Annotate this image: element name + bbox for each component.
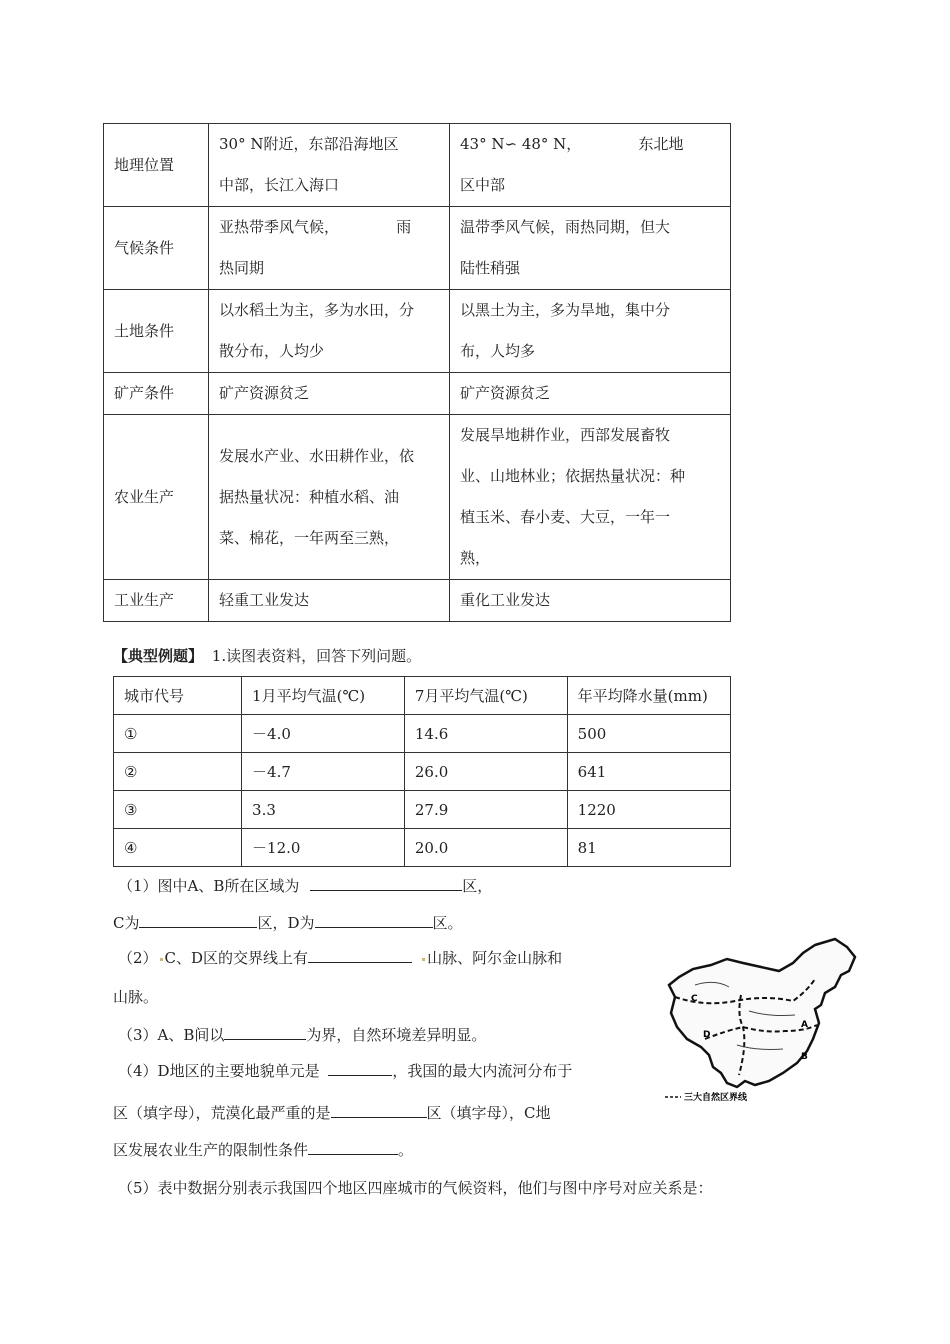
question-2-line-2 (113, 987, 158, 1007)
row-label: 地理位置 (104, 124, 209, 207)
q4-blank-desert[interactable] (331, 1101, 427, 1118)
south-cell (209, 124, 450, 207)
northeast-cell (450, 124, 731, 207)
question-1-line-1 (118, 874, 492, 896)
q3-blank-boundary[interactable] (224, 1023, 306, 1040)
comparison-table (103, 123, 731, 622)
q1-text-d: 区，D为 (257, 914, 315, 932)
map-label-a: A (801, 1020, 808, 1030)
q1-text-b: 区， (462, 877, 493, 895)
northeast-cell (450, 373, 731, 415)
cell-line: 菜、棉花，一年两至三熟， (219, 528, 400, 547)
cell-line: 30° N附近，东部沿海地区 (219, 135, 399, 153)
climate-cell: ② (114, 753, 242, 791)
south-cell (209, 373, 450, 415)
example-heading: 【典型例题】 (113, 647, 204, 665)
cell-line: 植玉米、春小麦、大豆，一年一 (460, 508, 671, 526)
q4-text-c: 区（填字母），荒漠化最严重的是 (113, 1104, 331, 1122)
row-label: 工业生产 (104, 580, 209, 622)
cell-line: 发展旱地耕作业，西部发展畜牧 (460, 426, 671, 444)
example-heading-line (113, 646, 421, 666)
climate-cell: 1220 (567, 791, 730, 829)
cell-line: 热同期 (219, 259, 265, 277)
q4-text-e: 区发展农业生产的限制性条件 (113, 1141, 309, 1159)
climate-row (114, 753, 731, 791)
climate-header-row (114, 677, 731, 715)
climate-cell: ③ (114, 791, 242, 829)
cell-line: 亚热带季风气候， 雨 (219, 218, 412, 236)
cell-line: 43° N∽ 48° N， 东北地 (460, 135, 684, 153)
q1-blank-d-region[interactable] (315, 911, 433, 928)
question-3-line (118, 1023, 486, 1045)
cell-line: 熟， (460, 549, 491, 567)
northeast-cell (450, 580, 731, 622)
south-cell (209, 415, 450, 580)
cell-line: 散分布，人均少 (219, 342, 325, 360)
climate-header-cell: 7月平均气温(℃) (404, 677, 567, 715)
comparison-row (104, 290, 731, 373)
cell-line: 业、山地林业；依据热量状况：种 (460, 467, 686, 485)
example-intro: 1.读图表资料，回答下列问题。 (211, 647, 422, 665)
climate-cell: ① (114, 715, 242, 753)
northeast-cell (450, 415, 731, 580)
map-legend: 三大自然区界线 (684, 1093, 748, 1103)
dot-mark (160, 958, 163, 961)
climate-cell: 641 (567, 753, 730, 791)
climate-cell: 26.0 (404, 753, 567, 791)
cell-line: 布，人均多 (460, 342, 536, 360)
q4-text-d: 区（填字母），C地 (426, 1104, 551, 1122)
climate-cell: －12.0 (242, 829, 405, 867)
question-4-line-3 (113, 1138, 413, 1160)
comparison-row (104, 124, 731, 207)
q4-text-a: （4）D地区的主要地貌单元是 (118, 1062, 320, 1080)
climate-cell: －4.0 (242, 715, 405, 753)
row-label: 农业生产 (104, 415, 209, 580)
row-label: 矿产条件 (104, 373, 209, 415)
comparison-row (104, 580, 731, 622)
q1-blank-ab-region[interactable] (310, 874, 462, 891)
q1-text-e: 区。 (432, 914, 463, 932)
cell-line: 以黑土为主，多为旱地，集中分 (460, 301, 671, 319)
row-label: 气候条件 (104, 207, 209, 290)
q1-text-c: C为 (113, 914, 140, 932)
south-cell (209, 580, 450, 622)
climate-row (114, 715, 731, 753)
climate-cell: 27.9 (404, 791, 567, 829)
question-4-line-2 (113, 1101, 551, 1123)
northeast-cell (450, 207, 731, 290)
cell-line: 中部，长江入海口 (219, 176, 340, 194)
cell-line: 以水稻土为主，多为水田，分 (219, 301, 415, 319)
northeast-cell (450, 290, 731, 373)
comparison-row (104, 415, 731, 580)
q2-text-d: 山脉。 (113, 988, 159, 1006)
map-label-d: D (703, 1030, 711, 1040)
cell-line: 轻重工业发达 (219, 591, 310, 609)
cell-line: 发展水产业、水田耕作业，依 (219, 446, 415, 465)
cell-line: 温带季风气候，雨热同期，但大 (460, 218, 671, 236)
cell-line: 重化工业发达 (460, 591, 551, 609)
comparison-row (104, 373, 731, 415)
south-cell (209, 290, 450, 373)
climate-cell: 3.3 (242, 791, 405, 829)
cell-line: 矿产资源贫乏 (219, 384, 310, 402)
climate-cell: 81 (567, 829, 730, 867)
map-label-b: B (801, 1052, 808, 1062)
climate-table (113, 676, 731, 867)
q4-text-f: 。 (398, 1141, 414, 1159)
question-1-line-2 (113, 911, 463, 933)
q4-blank-landform[interactable] (328, 1059, 392, 1076)
q5-text: （5）表中数据分别表示我国四个地区四座城市的气候资料，他们与图中序号对应关系是： (118, 1179, 713, 1197)
climate-cell: －4.7 (242, 753, 405, 791)
q2-text-c: 山脉、阿尔金山脉和 (427, 949, 563, 967)
climate-header-cell: 城市代号 (114, 677, 242, 715)
china-map (665, 935, 880, 1115)
question-5-line (118, 1178, 713, 1198)
q2-blank-mountain[interactable] (308, 946, 412, 963)
climate-header-cell: 年平均降水量(mm) (567, 677, 730, 715)
row-label: 土地条件 (104, 290, 209, 373)
climate-cell: 14.6 (404, 715, 567, 753)
q2-text-a: （2） (118, 949, 158, 967)
q4-text-b: ，我国的最大内流河分布于 (392, 1062, 573, 1080)
climate-cell: 500 (567, 715, 730, 753)
question-2-line-1 (118, 946, 562, 968)
cell-line: 陆性稍强 (460, 259, 521, 277)
climate-cell: ④ (114, 829, 242, 867)
dot-mark (422, 958, 425, 961)
map-label-c: C (691, 994, 698, 1004)
south-cell (209, 207, 450, 290)
q1-blank-c-region[interactable] (139, 911, 257, 928)
q3-text-b: 为界，自然环境差异明显。 (306, 1026, 487, 1044)
comparison-row (104, 207, 731, 290)
question-4-line-1 (118, 1059, 572, 1081)
climate-header-cell: 1月平均气温(℃) (242, 677, 405, 715)
q3-text-a: （3）A、B间以 (118, 1026, 225, 1044)
climate-cell: 20.0 (404, 829, 567, 867)
climate-row (114, 791, 731, 829)
china-outline (669, 939, 855, 1087)
climate-row (114, 829, 731, 867)
q4-blank-limit[interactable] (308, 1138, 398, 1155)
cell-line: 据热量状况：种植水稻、油 (219, 487, 400, 506)
q1-text-a: （1）图中A、B所在区域为 (118, 877, 300, 895)
cell-line: 矿产资源贫乏 (460, 384, 551, 402)
q2-text-b: C、D区的交界线上有 (164, 949, 309, 967)
cell-line: 区中部 (460, 176, 506, 194)
